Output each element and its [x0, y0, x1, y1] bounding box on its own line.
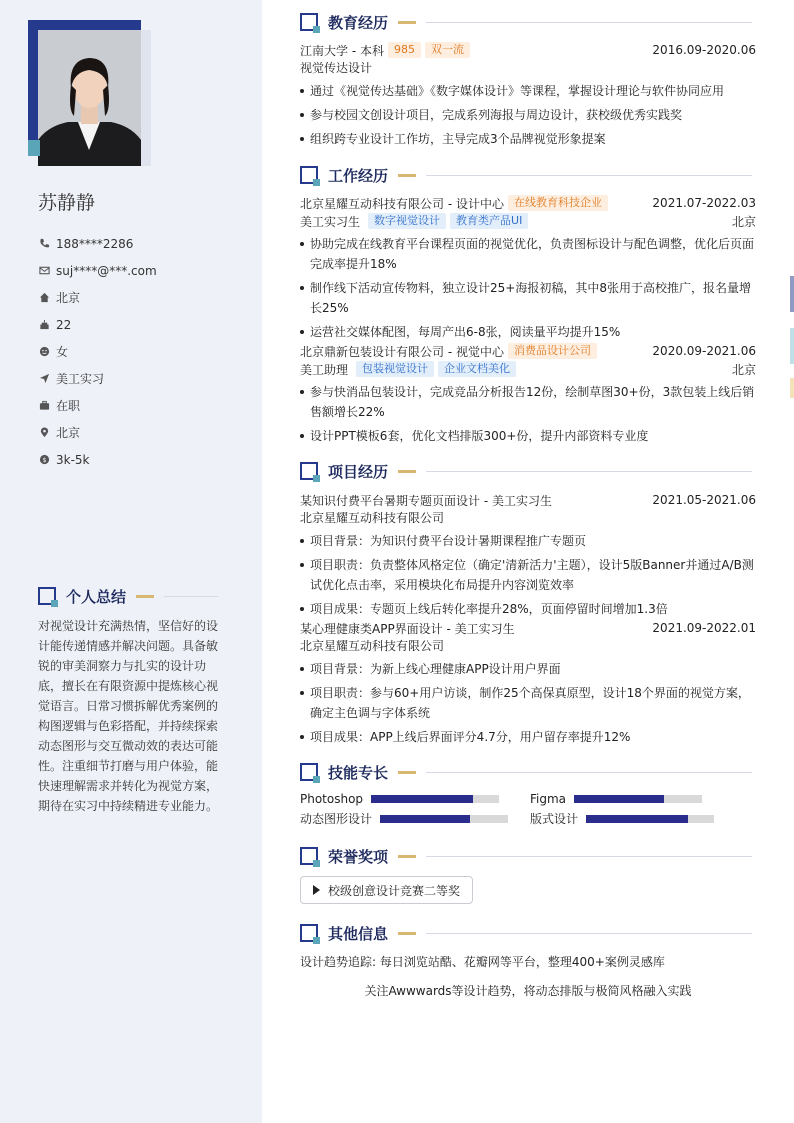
- work-entry: [300, 342, 756, 446]
- skills-title: 技能专长: [328, 763, 389, 782]
- edge-decoration: [790, 328, 794, 364]
- svg-text:$: $: [41, 455, 47, 464]
- triangle-icon: [313, 885, 320, 895]
- awards-title: 荣誉奖项: [328, 847, 389, 866]
- info-status-text: 在职: [56, 399, 81, 413]
- info-location-text: 北京: [56, 426, 81, 440]
- section-marker-icon: [300, 763, 318, 781]
- avatar: [38, 30, 141, 166]
- list-item: 协助完成在线教育平台课程页面的视觉优化，负责图标设计与配色调整，优化后页面完成率提升18%: [300, 234, 756, 274]
- info-salary-text: 3k-5k: [56, 452, 90, 467]
- skill-name: Photoshop: [300, 792, 364, 806]
- company-tag: 在线教育科技企业: [508, 195, 608, 211]
- company-name: 北京鼎新包装设计有限公司 - 视觉中心: [300, 344, 504, 359]
- skill-level-bar: [574, 795, 702, 803]
- sidebar: [0, 0, 262, 1123]
- other-info-line: 设计趋势追踪: 每日浏览站酷、花瓣网等平台，整理400+案例灵感库: [300, 955, 665, 969]
- section-marker-icon: [300, 462, 318, 480]
- role-tag: 教育类产品UI: [450, 213, 528, 229]
- project-name: 某知识付费平台暑期专题页面设计 - 美工实习生: [300, 493, 552, 508]
- other-info-line: 关注Awwwards等设计趋势，将动态排版与极简风格融入实践: [364, 984, 692, 998]
- list-item: 项目职责：负责整体风格定位（确定'清新活力'主题），设计5版Banner并通过A/B测试优化点击率，采用模块化布局提升内容浏览效率: [300, 555, 756, 595]
- section-gold-bar: [398, 932, 416, 935]
- email-icon: [38, 265, 50, 277]
- school-name: 江南大学 - 本科: [300, 43, 384, 58]
- role-tag: 企业文档美化: [438, 361, 516, 377]
- project-date: 2021.05-2021.06: [652, 493, 756, 507]
- list-item: 组织跨专业设计工作坊，主导完成3个品牌视觉形象提案: [300, 129, 756, 149]
- info-home-text: 北京: [56, 291, 81, 305]
- list-item: 参与校园文创设计项目，完成系列海报与周边设计，获校级优秀实践奖: [300, 105, 756, 125]
- role-tag: 包装视觉设计: [356, 361, 434, 377]
- job-role: 美工助理: [300, 362, 349, 377]
- section-gold-bar: [398, 174, 416, 177]
- major: 视觉传达设计: [300, 61, 373, 75]
- company-name: 北京星耀互动科技有限公司 - 设计中心: [300, 196, 504, 211]
- section-gold-bar: [398, 771, 416, 774]
- skill-level-fill: [380, 815, 470, 823]
- award-badge: [300, 876, 473, 904]
- cake-icon: [38, 319, 50, 331]
- list-item: 制作线下活动宣传物料，独立设计25+海报初稿，其中8张用于高校推广，报名量增长25%: [300, 278, 756, 318]
- awards-section-header: [300, 846, 752, 866]
- contact-info-list: [38, 230, 157, 473]
- briefcase-icon: [38, 400, 50, 412]
- info-status: [38, 392, 157, 419]
- info-home: [38, 284, 157, 311]
- skill-level-bar: [371, 795, 499, 803]
- list-item: 参与快消品包装设计，完成竞品分析报告12份，绘制草图30+份，3款包装上线后销售额增长22%: [300, 382, 756, 422]
- projects-title: 项目经历: [328, 462, 389, 481]
- phone-icon: [38, 238, 50, 250]
- list-item: 项目成果：专题页上线后转化率提升28%，页面停留时间增加1.3倍: [300, 599, 756, 619]
- money-icon: [38, 454, 50, 466]
- summary-text: 对视觉设计充满热情，坚信好的设计能传递情感并解决问题。具备敏锐的审美洞察力与扎实的设计功底，擅长在有限资源中提炼核心视觉语言。日常习惯拆解优秀案例的构图逻辑与色彩搭配，并持续探索动态图形与交互微动效的表达可能性。注重细节打磨与用户体验，能快速理解需求并转化为视觉方案，期待在实习中持续精进专业能力。: [38, 619, 219, 813]
- skill-item: [300, 792, 499, 806]
- home-icon: [38, 292, 50, 304]
- info-location: [38, 419, 157, 446]
- info-intent-text: 美工实习: [56, 372, 105, 386]
- list-item: 通过《视觉传达基础》《数字媒体设计》等课程，掌握设计理论与软件协同应用: [300, 81, 756, 101]
- section-divider: [426, 933, 752, 934]
- section-divider: [164, 596, 218, 597]
- skill-name: 动态图形设计: [300, 812, 373, 826]
- skill-name: 版式设计: [530, 812, 579, 826]
- info-gender-text: 女: [56, 345, 69, 359]
- photo-accent-decoration: [28, 140, 40, 156]
- section-divider: [426, 175, 752, 176]
- list-item: 项目成果：APP上线后界面评分4.7分，用户留存率提升12%: [300, 727, 756, 747]
- company-tag: 消费品设计公司: [508, 343, 597, 359]
- project-entry: [300, 619, 756, 747]
- skill-level-fill: [574, 795, 664, 803]
- section-divider: [426, 22, 752, 23]
- section-gold-bar: [398, 470, 416, 473]
- section-marker-icon: [38, 587, 56, 605]
- education-date: 2016.09-2020.06: [652, 43, 756, 57]
- section-gold-bar: [136, 595, 154, 598]
- skill-level-fill: [371, 795, 473, 803]
- section-marker-icon: [300, 924, 318, 942]
- work-entry: [300, 194, 756, 342]
- summary-title: 个人总结: [66, 587, 127, 606]
- skill-level-bar: [380, 815, 508, 823]
- school-tag: 985: [388, 42, 421, 58]
- section-marker-icon: [300, 847, 318, 865]
- info-email: [38, 257, 157, 284]
- project-org: 北京星耀互动科技有限公司: [300, 639, 445, 653]
- section-divider: [426, 772, 752, 773]
- summary-section-header: [38, 586, 218, 606]
- info-phone: [38, 230, 157, 257]
- info-email-text: suj****@***.com: [56, 263, 157, 278]
- work-section-header: [300, 165, 752, 185]
- skill-item: [530, 810, 714, 827]
- education-section-header: [300, 12, 752, 32]
- skill-item: [530, 792, 702, 806]
- info-age-text: 22: [56, 317, 72, 332]
- work-city: 北京: [731, 362, 756, 377]
- job-role: 美工实习生: [300, 214, 361, 229]
- education-entry: [300, 41, 756, 149]
- project-org: 北京星耀互动科技有限公司: [300, 511, 445, 525]
- info-phone-text: 188****2286: [56, 236, 134, 251]
- role-tag: 数字视觉设计: [368, 213, 446, 229]
- edge-decoration: [790, 378, 794, 398]
- education-title: 教育经历: [328, 13, 389, 32]
- section-divider: [426, 856, 752, 857]
- section-gold-bar: [398, 21, 416, 24]
- school-tag: 双一流: [425, 42, 470, 58]
- list-item: 项目背景：为新上线心理健康APP设计用户界面: [300, 659, 756, 679]
- candidate-name: 苏静静: [38, 192, 96, 214]
- skill-item: [300, 810, 508, 827]
- other-title: 其他信息: [328, 924, 389, 943]
- info-intent: [38, 365, 157, 392]
- work-date: 2021.07-2022.03: [652, 196, 756, 210]
- list-item: 设计PPT模板6套，优化文档排版300+份，提升内部资料专业度: [300, 426, 756, 446]
- skill-level-fill: [586, 815, 688, 823]
- section-marker-icon: [300, 13, 318, 31]
- skill-name: Figma: [530, 792, 567, 806]
- section-gold-bar: [398, 855, 416, 858]
- section-marker-icon: [300, 166, 318, 184]
- info-age: [38, 311, 157, 338]
- work-title: 工作经历: [328, 166, 389, 185]
- info-salary: [38, 446, 157, 473]
- section-divider: [426, 471, 752, 472]
- skill-level-bar: [586, 815, 714, 823]
- project-date: 2021.09-2022.01: [652, 621, 756, 635]
- other-section-header: [300, 923, 752, 943]
- skills-section-header: [300, 762, 752, 782]
- face-icon: [38, 346, 50, 358]
- list-item: 运营社交媒体配图，每周产出6-8张，阅读量平均提升15%: [300, 322, 756, 342]
- award-text: 校级创意设计竞赛二等奖: [328, 883, 461, 898]
- list-item: 项目背景：为知识付费平台设计暑期课程推广专题页: [300, 531, 756, 551]
- work-date: 2020.09-2021.06: [652, 344, 756, 358]
- send-icon: [38, 373, 50, 385]
- projects-section-header: [300, 461, 752, 481]
- info-gender: [38, 338, 157, 365]
- edge-decoration: [790, 276, 794, 312]
- list-item: 项目职责：参与60+用户访谈，制作25个高保真原型，设计18个界面的视觉方案，确定主色调与字体系统: [300, 683, 756, 723]
- work-city: 北京: [731, 214, 756, 229]
- project-entry: [300, 491, 756, 619]
- location-icon: [38, 427, 50, 439]
- project-name: 某心理健康类APP界面设计 - 美工实习生: [300, 621, 515, 636]
